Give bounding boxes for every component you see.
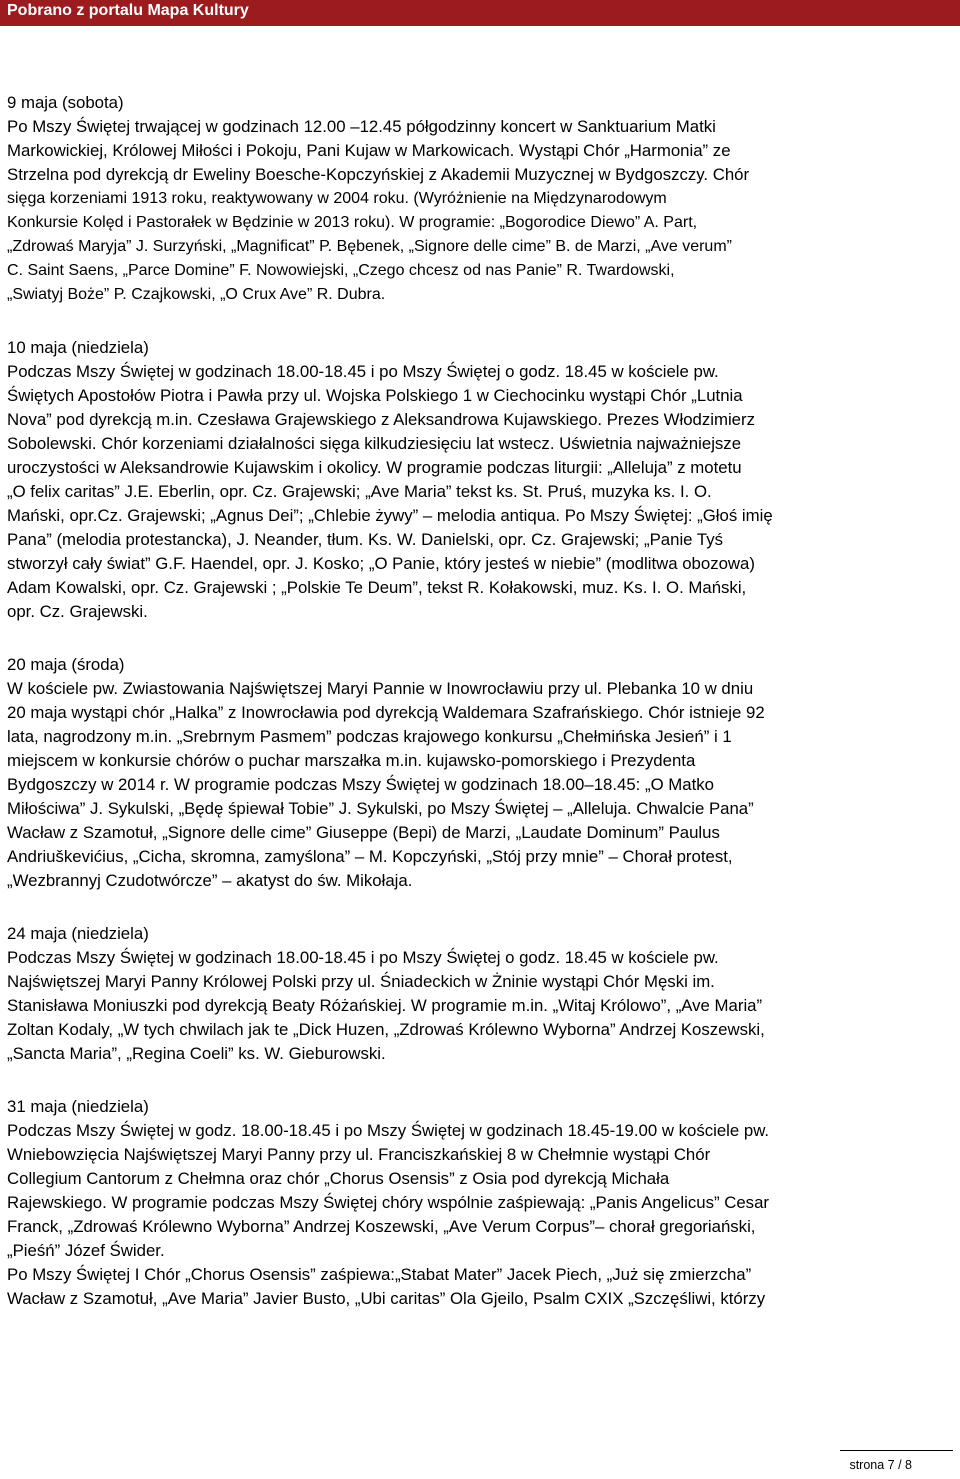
text-line: Andriuškevićius, „Cicha, skromna, zamyślona” – M. Kopczyński, „Stój przy mnie” – Chorał protest, xyxy=(7,847,733,866)
text-line: uroczystości w Aleksandrowie Kujawskim i okolicy. W programie podczas liturgii: „Alleluja” z motetu xyxy=(7,458,742,477)
text-line: 20 maja wystąpi chór „Halka” z Inowrocławia pod dyrekcją Waldemara Szafrańskiego. Chór istnieje 92 xyxy=(7,703,765,722)
text-line: opr. Cz. Grajewski. xyxy=(7,602,148,621)
text-line: Świętych Apostołów Piotra i Pawła przy ul. Wojska Polskiego 1 w Ciechocinku wystąpi Chór „Lutnia xyxy=(7,386,743,405)
text-line: Miłościwa” J. Sykulski, „Będę śpiewał Tobie” J. Sykulski, po Mszy Świętej – „Alleluja. Chwalcie Pana” xyxy=(7,799,754,818)
text-line: Nova” pod dyrekcją m.in. Czesława Grajewskiego z Aleksandrowa Kujawskiego. Prezes Włodzimierz xyxy=(7,410,755,429)
text-line: „Pieśń” Józef Świder. xyxy=(7,1241,165,1260)
event-section xyxy=(7,336,953,624)
event-date-heading: 10 maja (niedziela) xyxy=(7,338,149,357)
text-line: Zoltan Kodaly, „W tych chwilach jak te „Dick Huzen, „Zdrowaś Królewno Wyborna” Andrzej Koszewski, xyxy=(7,1020,765,1039)
text-line: Po Mszy Świętej trwającej w godzinach 12.00 –12.45 półgodzinny koncert w Sanktuarium Matki xyxy=(7,117,716,136)
text-line: Najświętszej Maryi Panny Królowej Polski przy ul. Śniadeckich w Żninie wystąpi Chór Męski im. xyxy=(7,972,715,991)
text-line: Podczas Mszy Świętej w godzinach 18.00-18.45 i po Mszy Świętej o godz. 18.45 w kościele pw. xyxy=(7,362,719,381)
event-date-heading: 20 maja (środa) xyxy=(7,655,125,674)
text-line: Bydgoszczy w 2014 r. W programie podczas Mszy Świętej w godzinach 18.00–18.45: „O Matko xyxy=(7,775,715,794)
text-line: „Wezbrannyj Czudotwórcze” – akatyst do św. Mikołaja. xyxy=(7,871,413,890)
event-section xyxy=(7,91,953,307)
text-line: Po Mszy Świętej I Chór „Chorus Osensis” zaśpiewa:„Stabat Mater” Jacek Piech, „Już się zmierzcha” xyxy=(7,1265,752,1284)
text-line: Wacław z Szamotuł, „Signore delle cime” Giuseppe (Bepi) de Marzi, „Laudate Dominum” Paulus xyxy=(7,823,720,842)
footer-divider xyxy=(840,1450,953,1451)
text-line: Pana” (melodia protestancka), J. Neander, tłum. Ks. W. Danielski, opr. Cz. Grajewski; „Panie Tyś xyxy=(7,530,723,549)
text-line: sięga korzeniami 1913 roku, reaktywowany w 2004 roku. (Wyróżnienie na Międzynarodowym xyxy=(7,190,667,207)
text-line: stworzył cały świat” G.F. Haendel, opr. J. Kosko; „O Panie, który jesteś w niebie” (modlitwa obozowa) xyxy=(7,554,755,573)
text-line: Podczas Mszy Świętej w godz. 18.00-18.45 i po Mszy Świętej w godzinach 18.45-19.00 w kościele pw. xyxy=(7,1121,770,1140)
text-line: Adam Kowalski, opr. Cz. Grajewski ; „Polskie Te Deum”, tekst R. Kołakowski, muz. Ks. I. O. Mański, xyxy=(7,578,747,597)
page-number: strona 7 / 8 xyxy=(849,1458,912,1472)
event-section xyxy=(7,1095,953,1311)
text-line: „O felix caritas” J.E. Eberlin, opr. Cz. Grajewski; „Ave Maria” tekst ks. St. Pruś, muzyka ks. I. O. xyxy=(7,482,712,501)
text-line: W kościele pw. Zwiastowania Najświętszej Maryi Pannie w Inowrocławiu przy ul. Plebanka 10 w dniu xyxy=(7,679,754,698)
text-line: Stanisława Moniuszki pod dyrekcją Beaty Różańskiej. W programie m.in. „Witaj Królowo”, „Ave Maria” xyxy=(7,996,763,1015)
text-line: „Swiatyj Boże” P. Czajkowski, „O Crux Ave” R. Dubra. xyxy=(7,286,386,303)
text-line: C. Saint Saens, „Parce Domine” F. Nowowiejski, „Czego chcesz od nas Panie” R. Twardowski, xyxy=(7,262,675,279)
event-date-heading: 24 maja (niedziela) xyxy=(7,924,149,943)
text-line: Rajewskiego. W programie podczas Mszy Świętej chóry wspólnie zaśpiewają: „Panis Angelicus” Cesar xyxy=(7,1193,769,1212)
text-line: Wacław z Szamotuł, „Ave Maria” Javier Busto, „Ubi caritas” Ola Gjeilo, Psalm CXIX „Szczęśliwi, którzy xyxy=(7,1289,766,1308)
text-line: Strzelna pod dyrekcją dr Eweliny Boesche-Kopczyńskiej z Akademii Muzycznej w Bydgoszczy. Chór xyxy=(7,165,750,184)
page-source-title: Pobrano z portalu Mapa Kultury xyxy=(7,2,249,19)
event-date-heading: 31 maja (niedziela) xyxy=(7,1097,149,1116)
text-line: Mański, opr.Cz. Grajewski; „Agnus Dei”; „Chlebie żywy” – melodia antiqua. Po Mszy Świętej: „Głoś imię xyxy=(7,506,773,525)
document-body xyxy=(7,91,953,1340)
text-line: Konkursie Kolęd i Pastorałek w Będzinie w 2013 roku). W programie: „Bogorodice Diewo” A. Part, xyxy=(7,214,698,231)
text-line: Collegium Cantorum z Chełmna oraz chór „Chorus Osensis” z Osia pod dyrekcją Michała xyxy=(7,1169,670,1188)
header-bar xyxy=(0,0,960,26)
text-line: „Sancta Maria”, „Regina Coeli” ks. W. Gieburowski. xyxy=(7,1044,386,1063)
text-line: Markowickiej, Królowej Miłości i Pokoju, Pani Kujaw w Markowicach. Wystąpi Chór „Harmonia” ze xyxy=(7,141,731,160)
event-section xyxy=(7,653,953,893)
text-line: Franck, „Zdrowaś Królewno Wyborna” Andrzej Koszewski, „Ave Verum Corpus”– chorał gregoriański, xyxy=(7,1217,756,1236)
text-line: „Zdrowaś Maryja” J. Surzyński, „Magnificat” P. Bębenek, „Signore delle cime” B. de Marzi, „Ave verum” xyxy=(7,238,732,255)
text-line: Sobolewski. Chór korzeniami działalności sięga kilkudziesięciu lat wstecz. Uświetnia najważniejsze xyxy=(7,434,742,453)
event-section xyxy=(7,922,953,1066)
text-line: Wniebowzięcia Najświętszej Maryi Panny przy ul. Franciszkańskiej 8 w Chełmnie wystąpi Chór xyxy=(7,1145,711,1164)
text-line: lata, nagrodzony m.in. „Srebrnym Pasmem” podczas krajowego konkursu „Chełmińska Jesień” i 1 xyxy=(7,727,732,746)
text-line: miejscem w konkursie chórów o puchar marszałka m.in. kujawsko-pomorskiego i Prezydenta xyxy=(7,751,696,770)
text-line: Podczas Mszy Świętej w godzinach 18.00-18.45 i po Mszy Świętej o godz. 18.45 w kościele pw. xyxy=(7,948,719,967)
event-date-heading: 9 maja (sobota) xyxy=(7,93,124,112)
